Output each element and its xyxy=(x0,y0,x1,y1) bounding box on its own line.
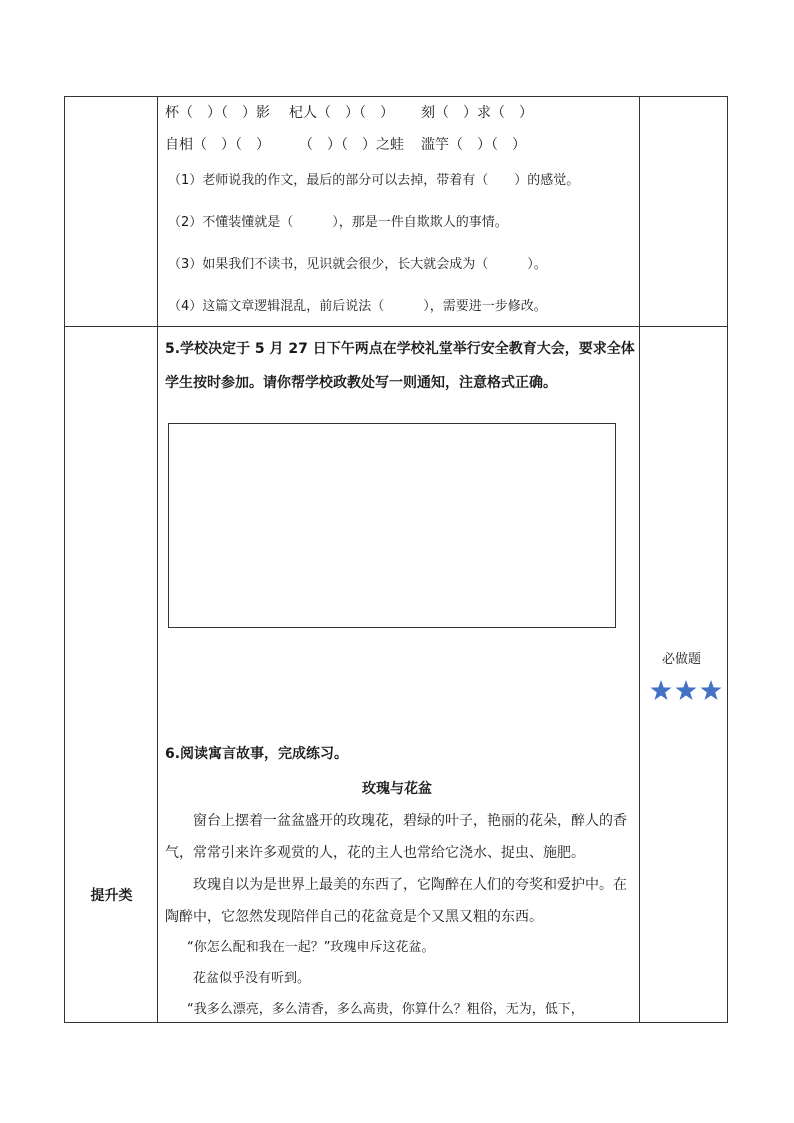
required-label: 必做题 xyxy=(662,652,702,667)
rating-stars xyxy=(649,679,725,703)
story-line: 窗台上摆着一盆盆盛开的玫瑰花，碧绿的叶子，艳丽的花朵，醉人的香 xyxy=(193,813,627,829)
answer-box[interactable] xyxy=(168,423,616,628)
story-line: “我多么漂亮，多么清香，多么高贵，你算什么？粗俗，无为，低下， xyxy=(187,1002,584,1017)
idiom-item: 自相（ ）（ ） xyxy=(165,137,270,153)
category-label: 提升类 xyxy=(90,888,133,904)
story-line: 气，常常引来许多观赏的人，花的主人也常给它浇水、捉虫、施肥。 xyxy=(165,845,585,861)
idiom-item: 滥竽（ ）（ ） xyxy=(421,137,526,153)
worksheet-table xyxy=(64,96,728,1023)
fill-sentence: （2）不懂装懂就是（ ），那是一件自欺欺人的事情。 xyxy=(168,215,508,230)
story-line: “你怎么配和我在一起？”玫瑰申斥这花盆。 xyxy=(187,940,435,955)
story-line: 玫瑰自以为是世界上最美的东西了，它陶醉在人们的夸奖和爱护中。在 xyxy=(193,877,627,893)
column-divider xyxy=(639,97,640,1022)
fill-sentence: （3）如果我们不读书，见识就会很少，长大就会成为（ ）。 xyxy=(168,257,547,272)
question-5: 5.学校决定于 5 月 27 日下午两点在学校礼堂举行安全教育大会，要求全体 xyxy=(165,341,635,357)
star-icon xyxy=(676,680,697,700)
idiom-item: （ ）（ ）之蛙 xyxy=(299,137,404,153)
idiom-item: 杯（ ）（ ）影 xyxy=(165,105,270,121)
fill-sentence: （1）老师说我的作文，最后的部分可以去掉，带着有（ ）的感觉。 xyxy=(168,173,580,188)
story-title: 玫瑰与花盆 xyxy=(362,781,432,797)
star-icon xyxy=(651,680,672,700)
column-divider xyxy=(157,97,158,1022)
question-6: 6.阅读寓言故事，完成练习。 xyxy=(165,746,349,762)
story-line: 陶醉中，它忽然发现陪伴自己的花盆竟是个又黑又粗的东西。 xyxy=(165,909,543,925)
idiom-item: 杞人（ ）（ ） xyxy=(289,105,394,121)
row-divider xyxy=(65,326,727,327)
idiom-item: 刻（ ）求（ ） xyxy=(421,105,533,121)
star-icon xyxy=(701,680,722,700)
question-5: 学生按时参加。请你帮学校政教处写一则通知，注意格式正确。 xyxy=(165,375,557,391)
fill-sentence: （4）这篇文章逻辑混乱，前后说法（ ），需要进一步修改。 xyxy=(168,299,547,314)
story-line: 花盆似乎没有听到。 xyxy=(193,971,311,986)
